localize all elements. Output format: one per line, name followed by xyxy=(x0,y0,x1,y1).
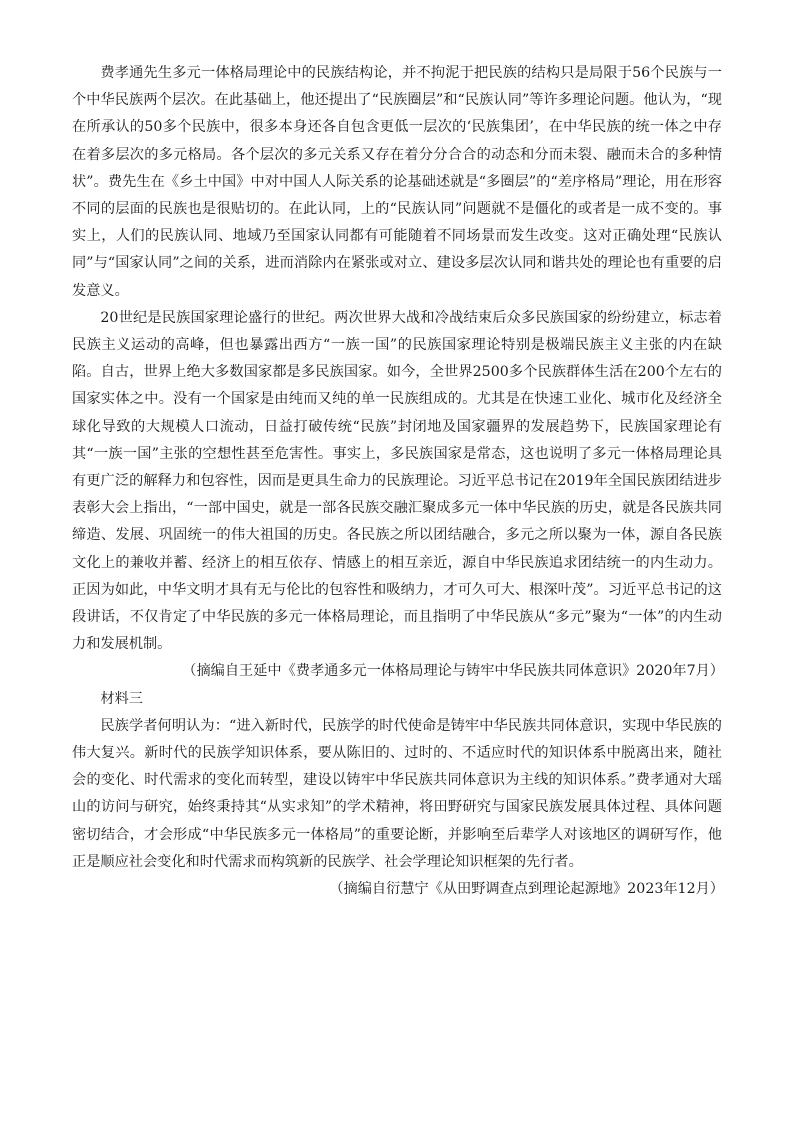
source-citation-2: （摘编自衍慧宁《从田野调查点到理论起源地》2023年12月） xyxy=(329,881,724,898)
paragraph-3: 民族学者何明认为：“进入新时代，民族学的时代使命是铸牢中华民族共同体意识，实现中华民族的伟大复兴。新时代的民族学知识体系，要从陈旧的、过时的、不适应时代的知识体系中脱离出来，随社会的变化、时代需求的变化而转型，建设以铸牢中华民族共同体意识为主线的知识体系。”费孝通对大瑶山的访问与研究，始终秉持其“从实求知”的学术精神，将田野研究与国家民族发展具体过程、具体问题密切结合，才会形成“中华民族多元一体格局”的重要论断，并影响至后辈学人对该地区的调研写作，他正是顺应社会变化和时代需求而构筑新的民族学、社会学理论知识框架的先行者。 xyxy=(72,717,722,870)
paragraph-2: 20世纪是民族国家理论盛行的世纪。两次世界大战和冷战结束后众多民族国家的纷纷建立，标志着民族主义运动的高峰，但也暴露出西方“一族一国”的民族国家理论特别是极端民族主义主张的内在缺陷。自古，世界上绝大多数国家都是多民族国家。如今，全世界2500多个民族群体生活在200个左右的国家实体之中。没有一个国家是由纯而又纯的单一民族组成的。尤其是在快速工业化、城市化及经济全球化导致的大规模人口流动，日益打破传统“民族”封闭地及国家疆界的发展趋势下，民族国家理论有其“一族一国”主张的空想性甚至危害性。事实上，多民族国家是常态，这也说明了多元一体格局理论具有更广泛的解释力和包容性，因而是更具生命力的民族理论。习近平总书记在2019年全国民族团结进步表彰大会上指出，“一部中国史，就是一部各民族交融汇聚成多元一体中华民族的历史，就是各民族共同缔造、发展、巩固统一的伟大祖国的历史。各民族之所以团结融合，多元之所以聚为一体，源自各民族文化上的兼收并蓄、经济上的相互依存、情感上的相互亲近，源自中华民族追求团结统一的内生动力。正因为如此，中华文明才具有无与伦比的包容性和吸纳力，才可久可大、根深叶茂”。习近平总书记的这段讲话，不仅肯定了中华民族的多元一体格局理论，而且指明了中华民族从“多元”聚为“一体”的内生动力和发展机制。 xyxy=(72,309,722,653)
paragraph-1: 费孝通先生多元一体格局理论中的民族结构论，并不拘泥于把民族的结构只是局限于56个民族与一个中华民族两个层次。在此基础上，他还提出了“民族圈层”和“民族认同”等许多理论问题。他认为，“现在所承认的50多个民族中，很多本身还各自包含更低一层次的‘民族集团’，在中华民族的统一体之中存在着多层次的多元格局。各个层次的多元关系又存在着分分合合的动态和分而未裂、融而未合的多种情状”。费先生在《乡土中国》中对中国人人际关系的论基础述就是“多圈层”的“差序格局”理论，用在形容不同的层面的民族也是很贴切的。在此认同，上的“民族认同”问题就不是僵化的或者是一成不变的。事实上，人们的民族认同、地域乃至国家认同都有可能随着不同场景而发生改变。这对正确处理“民族认同”与“国家认同”之间的关系，进而消除内在紧张或对立、建设多层次认同和谐共处的理论也有重要的启发意义。 xyxy=(72,65,722,299)
material-heading: 材料三 xyxy=(100,690,143,707)
source-citation-1: （摘编自王延中《费孝通多元一体格局理论与铸牢中华民族共同体意识》2020年7月） xyxy=(182,663,724,680)
